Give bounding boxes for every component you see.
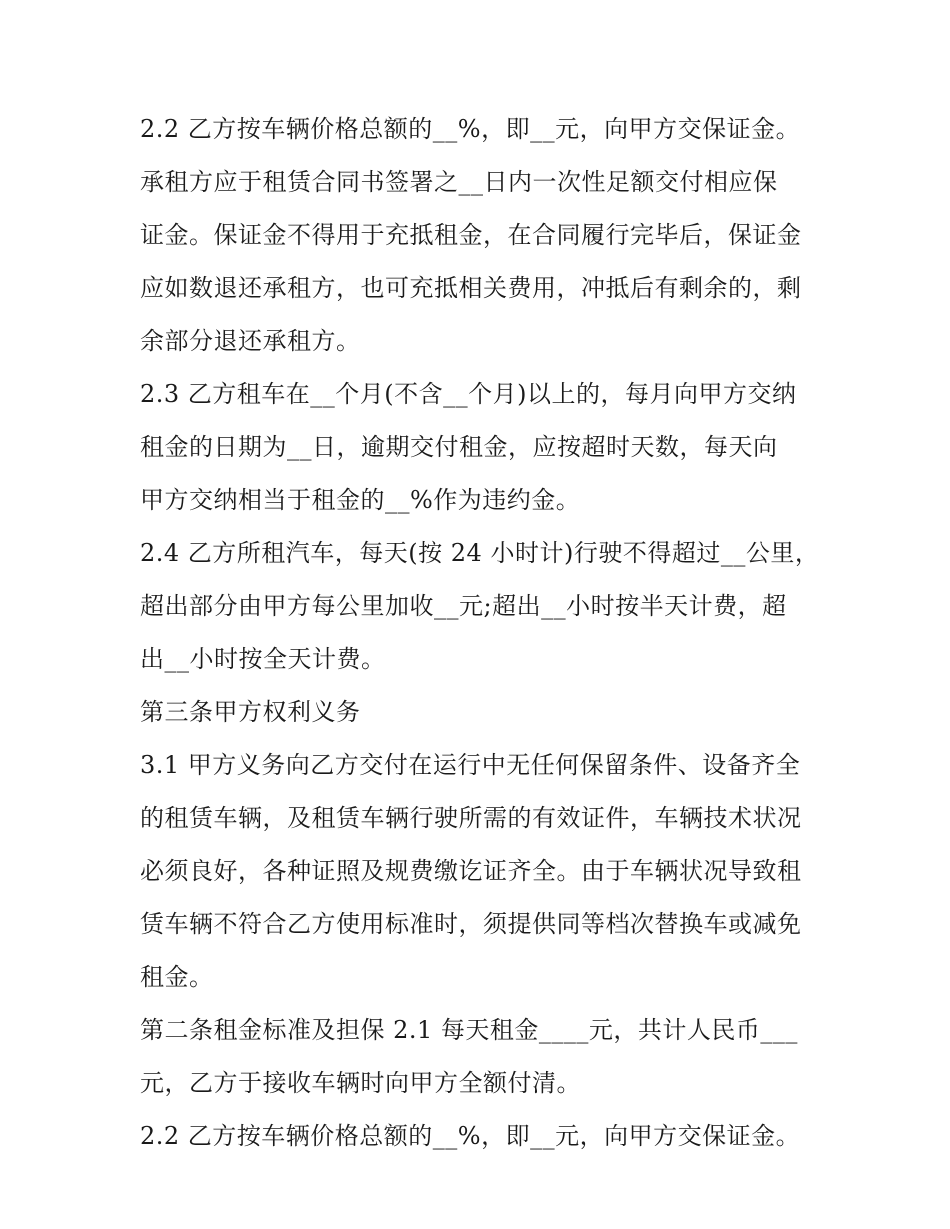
- text-line: 2.3 乙方租车在__个月(不含__个月)以上的，每月向甲方交纳: [140, 380, 797, 408]
- document-body: [140, 103, 820, 1163]
- text-line: 出__小时按全天计费。: [140, 645, 386, 673]
- text-line: 3.1 甲方义务向乙方交付在运行中无任何保留条件、设备齐全: [140, 751, 801, 779]
- section-heading: 第三条甲方权利义务: [140, 698, 361, 726]
- text-line: 2.4 乙方所租汽车，每天(按 24 小时计)行驶不得超过__公里，: [140, 539, 820, 567]
- text-line: 应如数退还承租方，也可充抵相关费用，冲抵后有剩余的，剩: [140, 274, 802, 302]
- text-line: 赁车辆不符合乙方使用标准时，须提供同等档次替换车或减免: [140, 910, 802, 938]
- text-line: 元，乙方于接收车辆时向甲方全额付清。: [140, 1069, 581, 1097]
- text-line: 租金的日期为__日，逾期交付租金，应按超时天数，每天向: [140, 433, 778, 461]
- text-line: 2.2 乙方按车辆价格总额的__%，即__元，向甲方交保证金。: [140, 1122, 801, 1150]
- text-line: 2.2 乙方按车辆价格总额的__%，即__元，向甲方交保证金。: [140, 115, 801, 143]
- section-heading: 第二条租金标准及担保 2.1 每天租金____元，共计人民币___: [140, 1016, 798, 1044]
- text-line: 的租赁车辆，及租赁车辆行驶所需的有效证件，车辆技术状况: [140, 804, 802, 832]
- text-line: 甲方交纳相当于租金的__%作为违约金。: [140, 486, 581, 514]
- text-line: 超出部分由甲方每公里加收__元;超出__小时按半天计费，超: [140, 592, 787, 620]
- text-line: 承租方应于租赁合同书签署之__日内一次性足额交付相应保: [140, 168, 778, 196]
- text-line: 租金。: [140, 963, 214, 991]
- text-line: 必须良好，各种证照及规费缴讫证齐全。由于车辆状况导致租: [140, 857, 802, 885]
- text-line: 余部分退还承租方。: [140, 327, 361, 355]
- text-line: 证金。保证金不得用于充抵租金，在合同履行完毕后，保证金: [140, 221, 802, 249]
